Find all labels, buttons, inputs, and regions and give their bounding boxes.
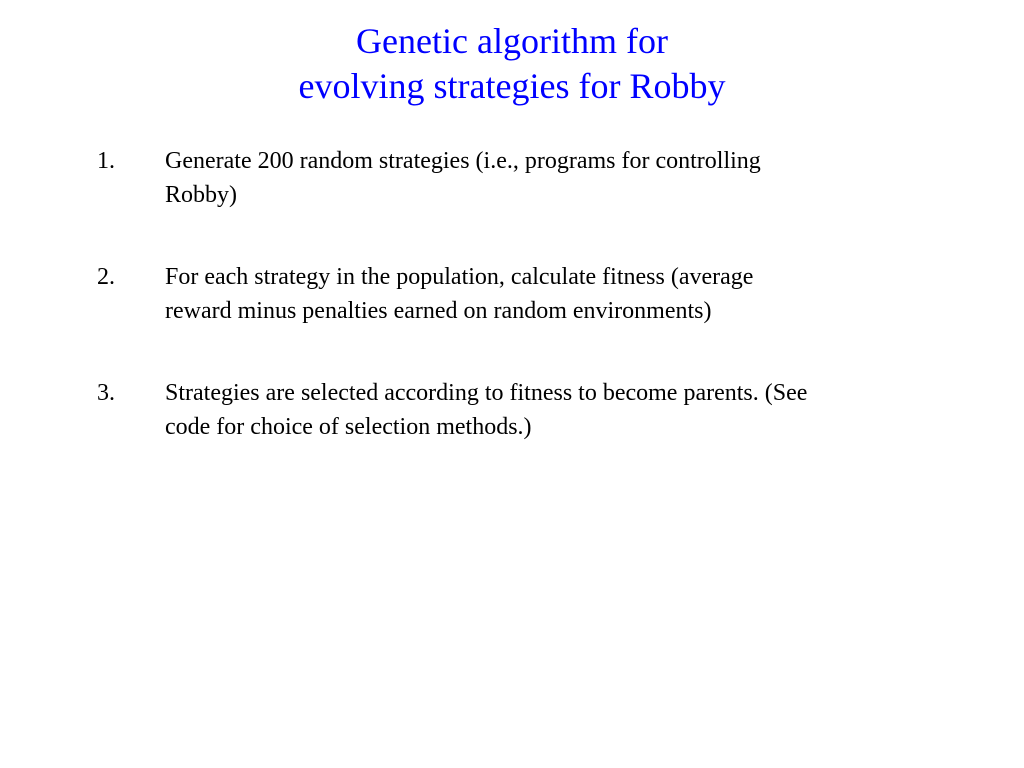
list-item-text-line: Robby) — [165, 182, 237, 208]
list-item-number: 1. — [97, 148, 115, 174]
list-item-number: 2. — [97, 264, 115, 290]
list-item-text — [165, 376, 965, 444]
slide-title-line-1: Genetic algorithm for — [356, 21, 668, 61]
list-item-text-line: reward minus penalties earned on random environments) — [165, 298, 712, 324]
list-item-text — [165, 144, 965, 212]
list-item-text-line: For each strategy in the population, calculate fitness (average — [165, 264, 754, 290]
list-item-text-line: Strategies are selected according to fitness to become parents. (See — [165, 380, 808, 406]
list-item-number: 3. — [97, 380, 115, 406]
list-item-text-line: code for choice of selection methods.) — [165, 414, 532, 440]
list-item-text-line: Generate 200 random strategies (i.e., programs for controlling — [165, 148, 761, 174]
slide-title-line-2: evolving strategies for Robby — [298, 66, 726, 106]
list-item-text — [165, 260, 965, 328]
